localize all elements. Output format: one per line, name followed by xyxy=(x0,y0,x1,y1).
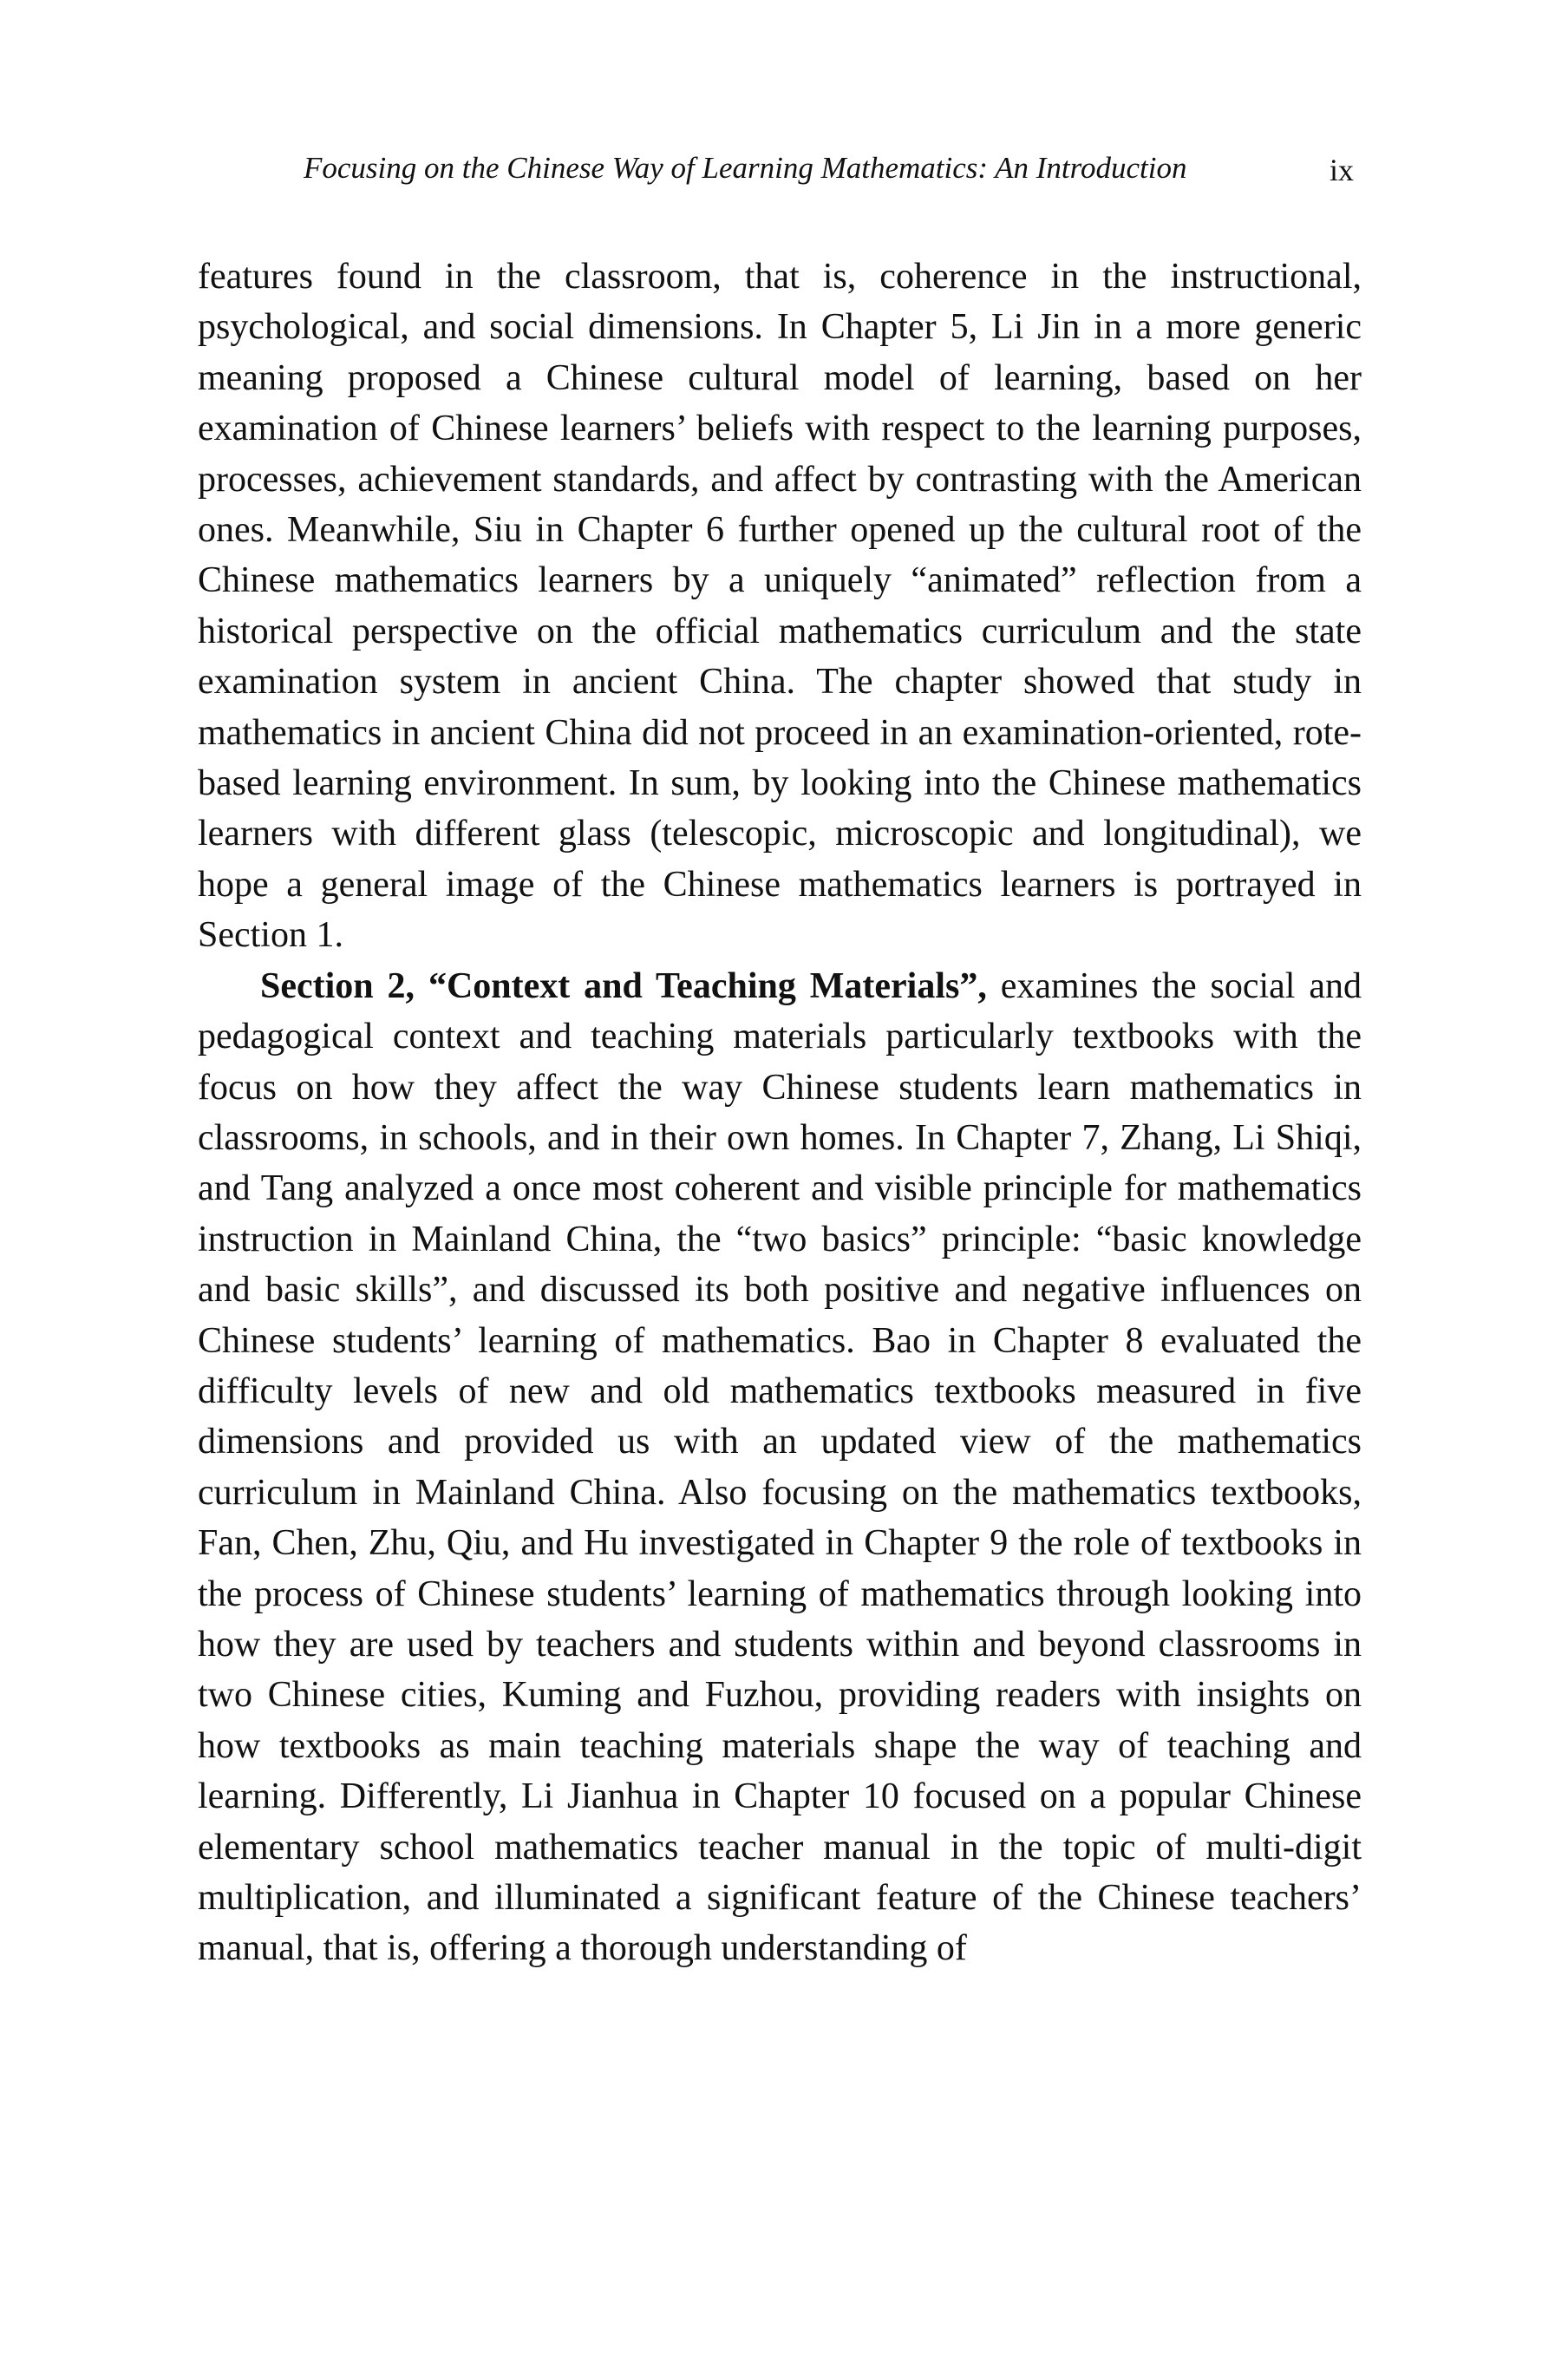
paragraph-1 xyxy=(198,252,1362,961)
section-2-heading: Section 2, “Context and Teaching Materials”, xyxy=(260,965,987,1006)
running-header-title: Focusing on the Chinese Way of Learning Mathematics: An Introduction xyxy=(304,151,1187,185)
paragraph-1-text: features found in the classroom, that is, coherence in the instructional, psychological, and social dimensions. In Chapter 5, Li Jin in a more generic meaning proposed a Chinese cultural model of learning, based on her examination of Chinese learners’ beliefs with respect to the learning purposes, processes, achievement standards, and affect by contrasting with the American ones. Meanwhile, Siu in Chapter 6 further opened up the cultural root of the Chinese mathematics learners by a uniquely “animated” reflection from a historical perspective on the official mathematics curriculum and the state examination system in ancient China. The chapter showed that study in mathematics in ancient China did not proceed in an examination-oriented, rote-based learning environment. In sum, by looking into the Chinese mathematics learners with different glass (telescopic, microscopic and longitudinal), we hope a general image of the Chinese mathematics learners is portrayed in Section 1. xyxy=(198,257,1362,956)
paragraph-2-text: examines the social and pedagogical context and teaching materials particularly textbooks with the focus on how they affect the way Chinese students learn mathematics in classrooms, in schools, and in their own homes. In Chapter 7, Zhang, Li Shiqi, and Tang analyzed a once most coherent and visible principle for mathematics instruction in Mainland China, the “two basics” principle: “basic knowledge and basic skills”, and discussed its both positive and negative influences on Chinese students’ learning of mathematics. Bao in Chapter 8 evaluated the difficulty levels of new and old mathematics textbooks measured in five dimensions and provided us with an updated view of the mathematics curriculum in Mainland China. Also focusing on the mathematics textbooks, Fan, Chen, Zhu, Qiu, and Hu investigated in Chapter 9 the role of textbooks in the process of Chinese students’ learning of mathematics through looking into how they are used by teachers and students within and beyond classrooms in two Chinese cities, Kuming and Fuzhou, providing readers with insights on how textbooks as main teaching materials shape the way of teaching and learning. Differently, Li Jianhua in Chapter 10 focused on a popular Chinese elementary school mathematics teacher manual in the topic of multi-digit multiplication, and illuminated a significant feature of the Chinese teachers’ manual, that is, offering a thorough understanding of xyxy=(198,965,1362,1969)
page-number: ix xyxy=(1330,153,1355,187)
body-text xyxy=(198,252,1362,1974)
paragraph-2 xyxy=(198,961,1362,1974)
